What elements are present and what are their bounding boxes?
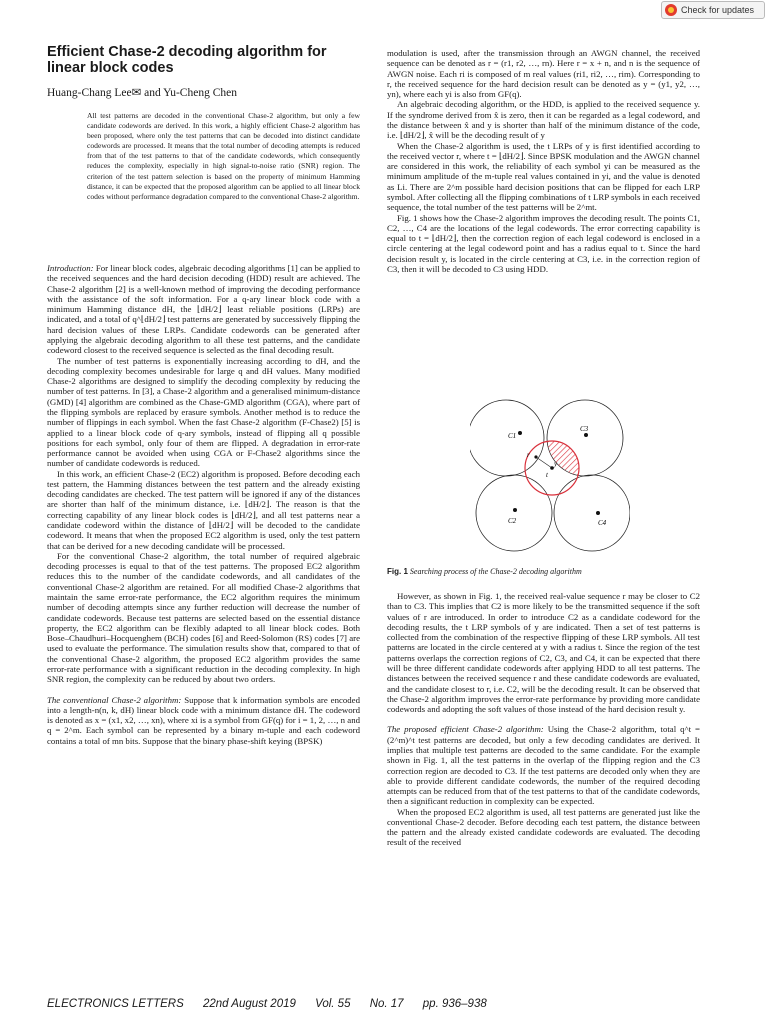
abstract: All test patterns are decoded in the conventional Chase-2 algorithm, but only a few candidate codewords are derived. In this work, a highly efficient Chase-2 algorithm has been proposed, where only the test patterns that can be decoded into distinct candidate codewords are processed. It means that the total number of decoding attempts is reduced from that of the test patterns to that of the candidate codewords, which consequently reduces the complexity, especially in high signal-to-noise ratio (SNR) region. The criterion of the test pattern selection is based on the property of minimum Hamming distance, it can be expected that the proposed algorithm can be applied to all linear block codes without performance degradation compared to the conventional Chase-2 algorithm. (87, 111, 360, 201)
point-c3 (584, 433, 588, 437)
authors: Huang-Chang Lee✉ and Yu-Cheng Chen (47, 87, 237, 99)
right-column-bottom (387, 591, 700, 848)
figure-caption (387, 567, 582, 576)
check-for-updates-label: Check for updates (681, 5, 755, 15)
paragraph (47, 263, 360, 356)
point-c2 (513, 508, 517, 512)
label-r: r (527, 451, 530, 459)
paragraph-text: For linear block codes, algebraic decoding algorithms [1] can be applied to the received sequences and the hard decision decoding (HDD) result are achieved. The Chase-2 algorithm [2] is a well-known method of improving the decoding performance with the assistance of the soft information. For a q-ary linear block code with a minimum Hamming distance dH, the ⌊dH/2⌋ least reliable positions (LRPs) are indicated, and a total of q^⌊dH/2⌋ test patterns are generated by successively flipping the hard decision values of these LRPs. Candidate codewords can be generated after applying the algebraic decoding algorithm to all these test patterns, and the candidate codeword closest to the received sequence is selected as the final decoding result. (47, 263, 360, 356)
paragraph (47, 695, 360, 746)
label-c2: C2 (508, 517, 517, 525)
journal-pages: pp. 936–938 (422, 998, 487, 1010)
paragraph: When the proposed EC2 algorithm is used, all test patterns are generated just like the conventional Chase-2 decoder. Before decoding each test pattern, the distance between the pattern and the already existed candidate codewords are evaluated. The decoding result of the received (387, 806, 700, 848)
left-column (47, 263, 360, 746)
label-c4: C4 (598, 519, 607, 527)
right-column-top (387, 48, 700, 274)
c4-region (554, 475, 630, 551)
paragraph-text: Suppose that k information symbols are encoded into a length-n(n, k, dH) linear block code with a minimum distance dH. The codeword is denoted as x = (x1, x2, …, xn), where xi is a symbol from GF(q) for i = 1, 2, …, n and q = 2^m. Each symbol can be represented by a binary m-tuple and each codeword contains a total of mn bits. Suppose that the binary phase-shift keying (BPSK) (47, 694, 360, 746)
paragraph: The number of test patterns is exponentially increasing according to dH, and the decoding complexity becomes undesirable for large q and dH values. Many modified Chase-2 algorithms are designed to simplify the decoding complexity by reducing the number of test patterns. In [3], a Chase-2 algorithm and a generalised minimum-distance (GMD) [4] algorithm are combined as the Chase-GMD algorithm (CGA), where part of the flipping symbols are replaced by erasure symbols. Another method is to reduce the number of flippings in each symbol. When the fast Chase-2 algorithm (F-Chase2) [5] is applied to a linear block code of q-ary symbols, instead of flipping all q possible positions for each symbol, only four of them are flipped. A degradation in error-rate performance cannot be avoided when using CGA or F-Chase2 algorithms since the number of candidate codewords is reduced. (47, 355, 360, 469)
section-heading: Introduction: (47, 263, 94, 273)
label-y: y (554, 460, 558, 468)
journal-footer (47, 998, 747, 1010)
figure-1 (470, 395, 630, 555)
paragraph: However, as shown in Fig. 1, the received real-value sequence r may be closer to C2 than to C3. This implies that C2 is more likely to be the transmitted sequence if the soft values of r are introduced. In order to introduce C2 as a candidate codeword for the decoding results, the t LRP symbols of y are indicated. Then a set of test patterns is collected from the combination of the respective flipping of these LRP symbols. All test patterns are located in the circle centered at y with a radius t. Since the region of the test patterns overlaps the correction regions of C2, C3, and C4, it can be expected that there will be three different candidate codewords after applying HDD to all test patterns. The distances between the received sequence r and these candidate codewords are evaluated, and the candidate closest to r, i.e. C2, will be the decoding result. It can be observed that the Chase-2 algorithm improves the error-rate performance by providing more candidate codewords and adopting the soft values of those instead of the hard decision result y. (387, 591, 700, 715)
paragraph: For the conventional Chase-2 algorithm, the total number of required algebraic decoding processes is equal to that of the test patterns. The proposed EC2 algorithm reduces this to the number of the candidate codewords, and all candidates of the conventional Chase-2 algorithm are retained. For all modified Chase-2 algorithms that maintain the same error-rate performance, the EC2 algorithm requires the minimum number of decoding attempts since any further reduction will decrease the number of candidate codewords. Because test patterns are selected based on the essential distance property, the EC2 algorithm can be flexibly adapted to all linear block codes. Both Bose–Chaudhuri–Hocquenghem (BCH) codes [6] and Reed-Solomon (RS) codes [7] are used to evaluate the performance. The simulation results show that, compared to that of the conventional Chase-2 algorithm, the proposed EC2 algorithm provides the same error-rate performance with a significant reduction in the decoding complexity. In high SNR region, the complexity can be reduced by about two orders. (47, 550, 360, 685)
point-c4 (596, 511, 600, 515)
section-heading: The proposed efficient Chase-2 algorithm: (387, 724, 544, 735)
journal-issue: No. 17 (369, 998, 404, 1010)
point-r (534, 455, 537, 458)
radius-line (536, 457, 552, 468)
paragraph: In this work, an efficient Chase-2 (EC2) algorithm is proposed. Before decoding each test pattern, the Hamming distances between the test pattern and the already existing decoding candidates are checked. The test pattern will be ignored if any of the distances are shorter than half of the minimum distance, i.e. ⌊dH/2⌋. The reason is that the correcting capability of any linear block codes is ⌊dH/2⌋, and all test patterns near a candidate codeword within the distance of ⌊dH/2⌋ will be decoded to the candidate codeword. It means that when the proposed EC2 algorithm is used, only the test pattern that can be derived for a new decoding candidate will be processed. (47, 468, 360, 551)
journal-date: 22nd August 2019 (202, 998, 296, 1010)
caption-label: Fig. 1 (387, 567, 408, 576)
caption-text: Searching process of the Chase-2 decoding algorithm (409, 567, 582, 576)
point-c1 (518, 431, 522, 435)
paragraph: modulation is used, after the transmission through an AWGN channel, the received sequence can be denoted as r = (r1, r2, …, rn). Here r = x + n, and n is the sequence of AWGN noise. Each ri is composed of m real values (ri1, ri2, …, rim). Corresponding to r, the received sequence for the hard decision result can be denoted as y = (y1, y2, …, yn), where each yi is also from GF(q). (387, 48, 700, 100)
label-c3: C3 (580, 425, 589, 433)
c1-region (470, 400, 544, 476)
journal-name: ELECTRONICS LETTERS (47, 998, 184, 1010)
crossmark-icon (665, 4, 677, 16)
journal-volume: Vol. 55 (315, 998, 351, 1010)
paragraph-text: Using the Chase-2 algorithm, total q^t = (2^m)^t test patterns are decoded, but only a few decoding candidates are derived. It implies that multiple test patterns are decoded to the same candidate. For the example shown in Fig. 1, all the test patterns in the overlap of the flipping region and the C3 correction region are decoded to C3. If the test patterns are decoded only when they are able to provide different candidate codewords, the number of the required decoding attempts can be reduced from that of the test patterns to that of the candidate codewords, then a significant reduction in complexity can be expected. (387, 724, 700, 807)
paper-title: Efficient Chase-2 decoding algorithm for linear block codes (47, 44, 327, 76)
paragraph (387, 724, 700, 806)
paragraph: An algebraic decoding algorithm, or the HDD, is applied to the received sequence y. If the syndrome derived from x̂ is zero, then it can be regarded as a legal codeword, and the distance between x̂ and y is shorter than half of the minimum distance of the code, i.e. ⌊dH/2⌋, x̂ will be the decoding result of y (387, 99, 700, 141)
section-heading: The conventional Chase-2 algorithm: (47, 694, 182, 705)
paragraph: Fig. 1 shows how the Chase-2 algorithm improves the decoding result. The points C1, C2, …, C4 are the locations of the legal codewords. The error correcting capability is equal to t = ⌊dH/2⌋, then the correction region of each legal codeword is enclosed in a circle centering at the legal codeword point and has a radius equal to t. Since the hard decision result y, is located in the circle centering at C3, i.e. in the correction region of C3, then it will be decoded to C3 using HDD. (387, 212, 700, 274)
label-c1: C1 (508, 432, 517, 440)
paragraph: When the Chase-2 algorithm is used, the t LRPs of y is first identified according to the received vector r, where t = ⌊dH/2⌋. Since BPSK modulation and the AWGN channel are considered in this work, the reliability of each symbol yi can be measured as the minimum amplitude of the m-tuple real values contained in yi, and the value is denoted as Li. There are 2^m possible hard decision positions that can be flipped for each LRP symbol. After collecting all the flipping combinations of t LRP symbols in each received sequence, the total number of the test patterns will be 2^mt. (387, 140, 700, 213)
label-t: t (546, 471, 548, 479)
check-for-updates-button[interactable] (661, 1, 765, 19)
c2-region (476, 475, 552, 551)
